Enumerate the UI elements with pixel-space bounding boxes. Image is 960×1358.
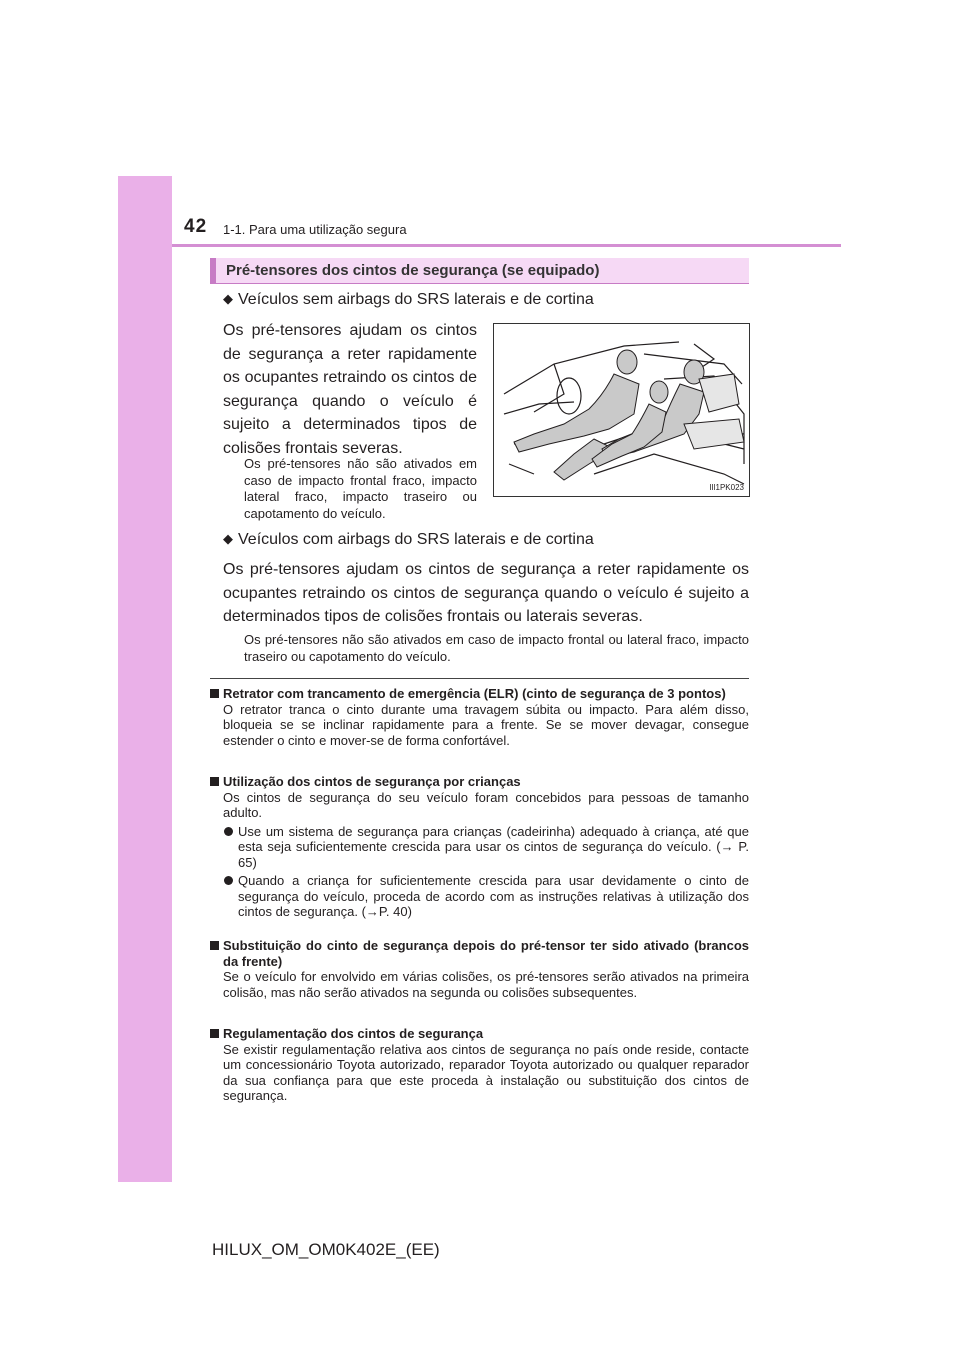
item-title-text: Substituição do cinto de segurança depois do pré-tensor ter sido ativado (brancos da frente) (223, 938, 749, 969)
diamond-bullet-icon: ◆ (223, 291, 233, 306)
item-body: Se existir regulamentação relativa aos cintos de segurança no país onde reside, contacte um concessionário Toyota autorizado, reparador Toyota autorizado ou qualquer reparador da sua confiança para que este proceda à instalação ou substituição dos cintos de segurança. (223, 1041, 749, 1103)
block2-heading-text: Veículos com airbags do SRS laterais e de cortina (238, 531, 594, 548)
block1-heading-text: Veículos sem airbags do SRS laterais e de cortina (238, 291, 594, 308)
block2-paragraph: Os pré-tensores ajudam os cintos de segurança a reter rapidamente os ocupantes retraindo os cintos de segurança quando o veículo é sujeito a determinados tipos de colisões frontais ou laterais severas. (223, 561, 749, 625)
item-title (210, 938, 749, 969)
item-title (210, 1026, 749, 1042)
section-divider (210, 678, 749, 679)
seatbelt-pretensioner-illustration (493, 323, 750, 497)
item-title (210, 686, 749, 702)
item-regulation (210, 1026, 749, 1104)
round-bullet-icon (224, 827, 233, 836)
document-footer: HILUX_OM_OM0K402E_(EE) (212, 1240, 440, 1259)
section-title: Pré-tensores dos cintos de segurança (se equipado) (210, 258, 749, 284)
item-bullet (210, 824, 749, 871)
item-replacement (210, 938, 749, 1000)
square-bullet-icon (210, 777, 219, 786)
item-body: O retrator tranca o cinto durante uma travagem súbita ou impacto. Para além disso, bloqueia se se inclinar rapidamente para a frente. Se se mover devagar, consegue estender o cinto e mover-se de forma confortável. (223, 701, 749, 748)
page-number: 42 (184, 216, 208, 237)
header-rule (172, 244, 841, 247)
figure-code: IIl1PK023 (709, 483, 744, 492)
item-children (210, 774, 749, 920)
item-elr (210, 686, 749, 748)
block1-paragraph: Os pré-tensores ajudam os cintos de segurança a reter rapidamente os ocupantes retraindo os cintos de segurança quando o veículo é sujeito a determinados tipos de colisões frontais severas. (223, 322, 477, 457)
block2-heading (223, 531, 594, 549)
item-body: Se o veículo for envolvido em várias colisões, os pré-tensores serão ativados na primeira colisão, mas não serão ativados na segunda ou colisões subsequentes. (223, 969, 749, 1000)
breadcrumb: 1-1. Para uma utilização segura (223, 222, 407, 237)
item-title (210, 774, 749, 790)
block1-note: Os pré-tensores não são ativados em caso de impacto frontal fraco, impacto lateral fraco, impacto traseiro ou capotamento do veículo. (244, 456, 477, 521)
item-bullet-text: Quando a criança for suficientemente crescida para usar devidamente o cinto de segurança do veículo, proceda de acordo com as instruções relativas à utilização dos cintos de segurança. (→P. 40) (238, 873, 749, 919)
square-bullet-icon (210, 941, 219, 950)
item-body: Os cintos de segurança do seu veículo foram concebidos para pessoas de tamanho adulto. (223, 789, 749, 820)
car-interior-drawing (494, 324, 749, 496)
item-title-text: Utilização dos cintos de segurança por crianças (223, 774, 521, 789)
square-bullet-icon (210, 1029, 219, 1038)
diamond-bullet-icon: ◆ (223, 531, 233, 546)
chapter-side-tab (118, 176, 172, 1182)
block1-heading (223, 291, 594, 309)
item-title-text: Regulamentação dos cintos de segurança (223, 1026, 484, 1041)
item-title-text: Retrator com trancamento de emergência (ELR) (cinto de segurança de 3 pontos) (223, 686, 726, 701)
item-bullet (210, 873, 749, 920)
item-bullet-text: Use um sistema de segurança para crianças (cadeirinha) adequado à criança, até que esta seja suficientemente crescida para usar os cintos de segurança do veículo. (→ P. 65) (238, 823, 749, 870)
block2-note: Os pré-tensores não são ativados em caso de impacto frontal ou lateral fraco, impacto traseiro ou capotamento do veículo. (244, 632, 749, 664)
round-bullet-icon (224, 876, 233, 885)
square-bullet-icon (210, 689, 219, 698)
